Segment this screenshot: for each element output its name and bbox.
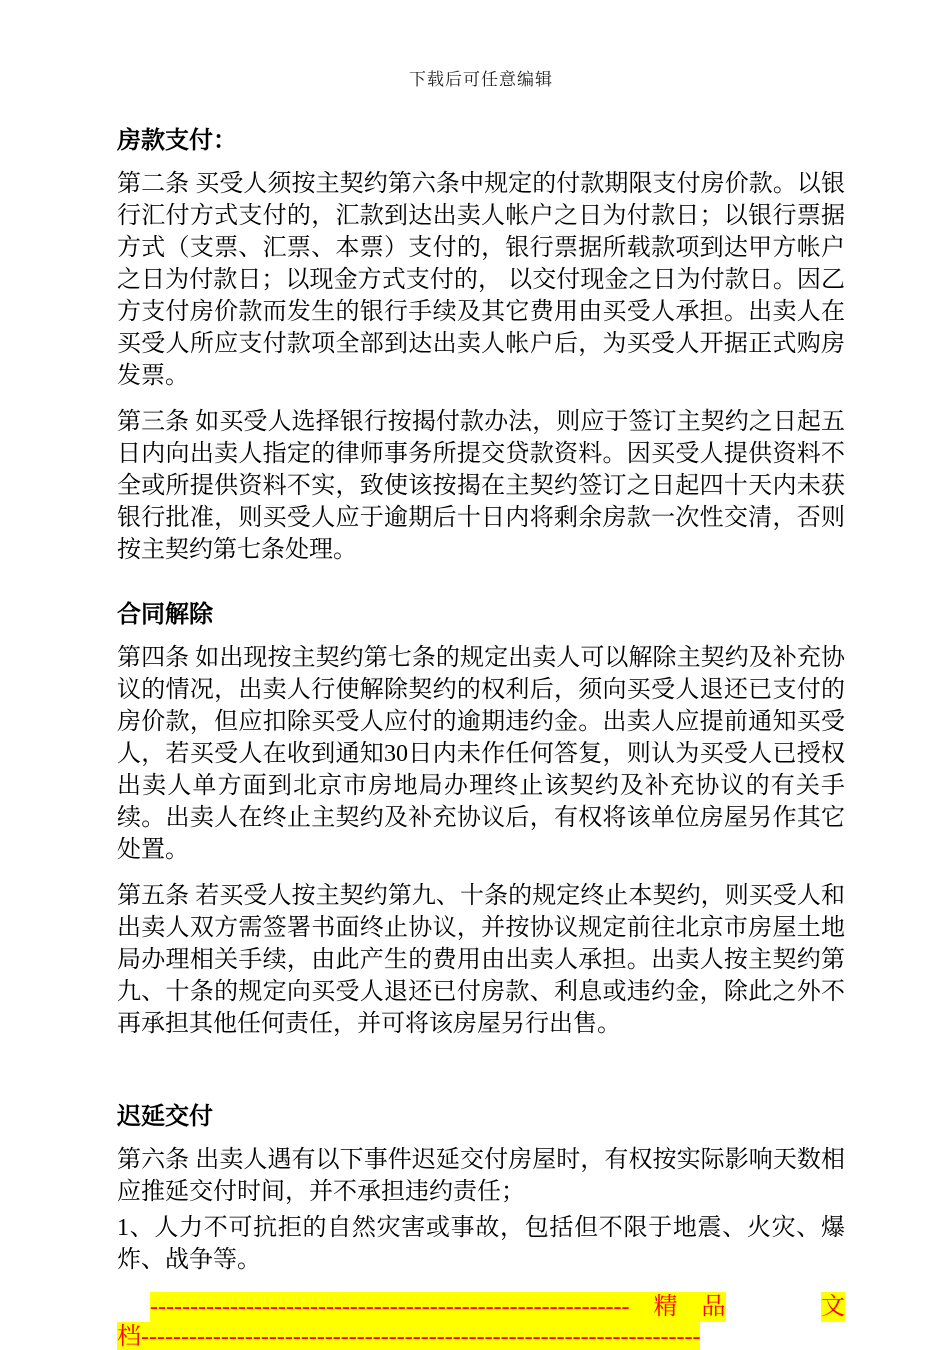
- clause-5-paragraph: 第五条 若买受人按主契约第九、十条的规定终止本契约，则买受人和出卖人双方需签署书面终止协议，并按协议规定前往北京市房屋土地局办理相关手续，由此产生的费用由出卖人承担。出卖人按主契约第九、十条的规定向买受人退还已付房款、利息或违约金，除此之外不再承担其他任何责任，并可将该房屋另行出售。: [117, 883, 845, 1037]
- premium-doc-banner: [117, 1292, 845, 1350]
- banner-text-dang-and-dashes: 档----------------------------------------------------------------------: [117, 1324, 701, 1350]
- banner-line-1: [117, 1292, 845, 1322]
- clause-3-paragraph: 第三条 如买受人选择银行按揭付款办法，则应于签订主契约之日起五日内向出卖人指定的律师事务所提交贷款资料。因买受人提供资料不全或所提供资料不实，致使该按揭在主契约签订之日起四十天内未获银行批准，则买受人应于逾期后十日内将剩余房款一次性交清，否则按主契约第七条处理。: [117, 409, 845, 563]
- clause-6-item-1: 1、人力不可抗拒的自然灾害或事故，包括但不限于地震、火灾、爆炸、战争等。: [117, 1215, 845, 1273]
- section-heading-delayed-delivery: 迟延交付: [117, 1103, 213, 1130]
- clause-4-paragraph: 第四条 如出现按主契约第七条的规定出卖人可以解除主契约及补充协议的情况，出卖人行使解除契约的权利后，须向买受人退还已支付的房价款，但应扣除买受人应付的逾期违约金。出卖人应提前通知买受人，若买受人在收到通知30日内未作任何答复，则认为买受人已授权出卖人单方面到北京市房地局办理终止该契约及补充协议的有关手续。出卖人在终止主契约及补充协议后，有权将该单位房屋另作其它处置。: [117, 645, 845, 863]
- section-heading-payment: 房款支付：: [117, 127, 237, 154]
- clause-6-paragraph: 第六条 出卖人遇有以下事件迟延交付房屋时，有权按实际影响天数相应推延交付时间，并不承担违约责任；: [117, 1147, 845, 1205]
- banner-line-2: [117, 1322, 845, 1350]
- clause-2-paragraph: 第二条 买受人须按主契约第六条中规定的付款期限支付房价款。以银行汇付方式支付的，汇款到达出卖人帐户之日为付款日；以银行票据方式（支票、汇票、本票）支付的，银行票据所载款项到达甲方帐户之日为付款日；以现金方式支付的， 以交付现金之日为付款日。因乙方支付房价款而发生的银行手续及其它费用由买受人承担。出卖人在买受人所应支付款项全部到达出卖人帐户后，为买受人开据正式购房发票。: [117, 171, 845, 389]
- banner-dashes-and-text: ------------------------------------------------------------ 精 品: [150, 1294, 726, 1320]
- section-heading-termination: 合同解除: [117, 601, 213, 628]
- banner-text-wen: 文: [821, 1294, 845, 1320]
- header-note: 下载后可任意编辑: [409, 70, 553, 89]
